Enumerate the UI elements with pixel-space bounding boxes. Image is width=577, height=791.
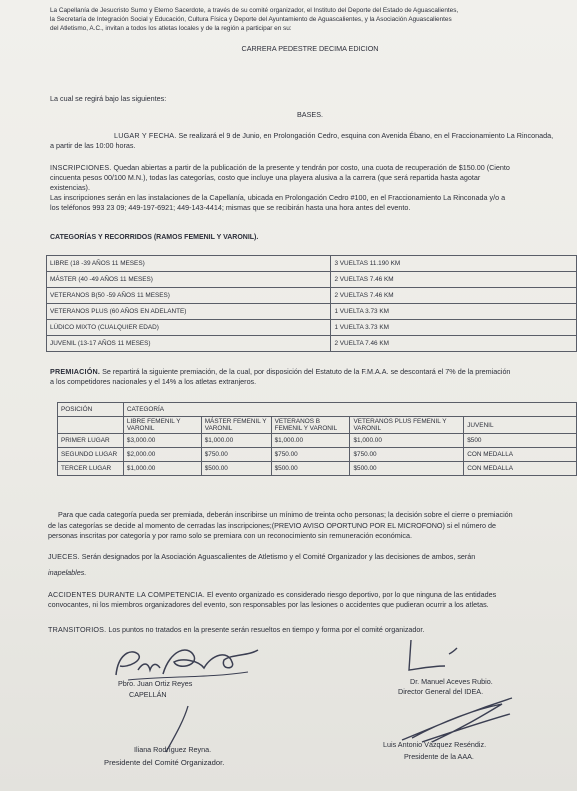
signature-director-idea bbox=[405, 636, 465, 676]
row-position: SEGUNDO LUGAR bbox=[58, 448, 124, 462]
transitorios-text: Los puntos no tratados en la presente serán resueltos en tiempo y forma por el comité organizador. bbox=[106, 625, 425, 634]
para-cada-line-3: personas inscritas por categoría y por ramo solo se premiara con un reconocimiento sin remuneración económica. bbox=[48, 531, 412, 540]
table-row bbox=[47, 288, 577, 304]
accidentes-label: ACCIDENTES DURANTE LA COMPETENCIA. bbox=[48, 590, 205, 599]
accidentes-line-2: convocantes, ni los miembros organizadores del evento, son responsables por las lesiones o accidentes que pudieran ocurrir a los atletas. bbox=[48, 600, 489, 609]
prize-cell: CON MEDALLA bbox=[464, 448, 577, 462]
lugar-paragraph bbox=[114, 131, 553, 140]
transitorios-label: TRANSITORIOS. bbox=[48, 625, 107, 634]
signature-3-name: Iliana Rodríguez Reyna. bbox=[134, 745, 212, 754]
jueces-line-2: inapelables. bbox=[48, 568, 87, 577]
table-row bbox=[58, 462, 577, 476]
prize-cell: $1,000.00 bbox=[350, 434, 464, 448]
premiacion-line-1: Se repartirá la siguiente premiación, de la cual, por disposición del Estatuto de la F.M.A.A. se descontará el 7% de la premiación bbox=[100, 367, 511, 376]
jueces-label: JUECES. bbox=[48, 552, 80, 561]
column-header: LIBRE FEMENIL Y VARONIL bbox=[123, 417, 201, 434]
inscripciones-paragraph bbox=[50, 163, 510, 172]
column-header: MÁSTER FEMENIL Y VARONIL bbox=[201, 417, 271, 434]
prize-cell: $1,000.00 bbox=[201, 434, 271, 448]
empty-cell bbox=[58, 417, 124, 434]
table-row bbox=[47, 256, 577, 272]
jueces-line-1: Serán designados por la Asociación Aguascalientes de Atletismo y el Comité Organizador y las decisiones de ambos, serán bbox=[79, 552, 476, 561]
categories-title: CATEGORÍAS Y RECORRIDOS (RAMOS FEMENIL Y VARONIL). bbox=[50, 234, 259, 241]
table-row bbox=[58, 417, 577, 434]
table-row bbox=[47, 272, 577, 288]
transitorios-paragraph bbox=[48, 625, 424, 634]
para-cada-line-2: de las categorías se decide al momento de cerradas las inscripciones;(PREVIO AVISO OPORTUNO POR EL MICROFONO) si el número de bbox=[48, 521, 497, 530]
route-category: MÁSTER (40 -49 AÑOS 11 MESES) bbox=[47, 272, 331, 288]
routes-table bbox=[46, 255, 577, 352]
signature-3-title: Presidente del Comité Organizador. bbox=[104, 758, 225, 767]
table-row bbox=[47, 304, 577, 320]
inscripciones-line-3: existencias). bbox=[50, 183, 90, 192]
prize-cell: $500.00 bbox=[350, 462, 464, 476]
inscripciones-line-5: los teléfonos 993 23 09; 449-197-6921; 449-143-4414; mismas que se recibirán hasta una hora antes del evento. bbox=[50, 203, 411, 212]
prize-cell: $2,000.00 bbox=[123, 448, 201, 462]
inscripciones-line-4: Las inscripciones serán en las instalaciones de la Capellanía, ubicada en Prolongación Cedro #100, en el Fraccionamiento La Rinconada y/o a bbox=[50, 193, 506, 202]
signature-2-name: Dr. Manuel Aceves Rubio. bbox=[410, 677, 493, 686]
row-position: TERCER LUGAR bbox=[58, 462, 124, 476]
inscripciones-line-1: Quedan abiertas a partir de la publicación de la presente y tendrán por costo, una cuota de recuperación de $150.00 (Ciento bbox=[111, 163, 510, 172]
rules-intro: La cual se regirá bajo las siguientes: bbox=[50, 94, 167, 103]
bases-title: BASES. bbox=[297, 110, 323, 119]
intro-line-1: La Capellanía de Jesucristo Sumo y Eterno Sacerdote, a través de su comité organizador, el Instituto del Deporte del Estado de Aguascalientes, bbox=[50, 7, 459, 14]
para-cada-line-1: Para que cada categoría pueda ser premiada, deberán inscribirse un mínimo de treinta ocho personas; la decisión sobre el cierre o premiación bbox=[58, 510, 513, 519]
premiacion-label: PREMIACIÓN. bbox=[50, 367, 101, 376]
column-header: VETERANOS B FEMENIL Y VARONIL bbox=[271, 417, 350, 434]
table-row bbox=[58, 434, 577, 448]
lugar-text: Se realizará el 9 de Junio, en Prolongación Cedro, esquina con Avenida Ébano, en el Fraccionamiento La Rinconada, bbox=[176, 131, 554, 140]
signature-1-title: CAPELLÁN bbox=[129, 690, 167, 699]
prize-cell: $3,000.00 bbox=[123, 434, 201, 448]
signature-2-title: Director General del IDEA. bbox=[398, 687, 484, 696]
route-distance: 2 VUELTAS 7.46 KM bbox=[331, 288, 577, 304]
route-distance: 2 VUELTA 7.46 KM bbox=[331, 336, 577, 352]
prize-cell: $750.00 bbox=[271, 448, 350, 462]
category-header: CATEGORÍA bbox=[123, 403, 576, 417]
prize-cell: $1,000.00 bbox=[271, 434, 350, 448]
inscripciones-line-2: cincuenta pesos 00/100 M.N.), todas las categorías, costo que incluye una playera alusiva a la carrera (que será repartida hasta agotar bbox=[50, 173, 481, 182]
route-distance: 1 VUELTA 3.73 KM bbox=[331, 320, 577, 336]
prize-cell: $1,000.00 bbox=[123, 462, 201, 476]
table-row bbox=[58, 403, 577, 417]
route-category: JUVENIL (13-17 AÑOS 11 MESES) bbox=[47, 336, 331, 352]
premiacion-line-2: a los competidores nacionales y el 14% a los atletas extranjeros. bbox=[50, 377, 257, 386]
signature-4-title: Presidente de la AAA. bbox=[404, 752, 474, 761]
route-category: LÚDICO MIXTO (CUALQUIER EDAD) bbox=[47, 320, 331, 336]
table-row bbox=[47, 336, 577, 352]
route-distance: 1 VUELTA 3.73 KM bbox=[331, 304, 577, 320]
intro-line-3: del Atletismo, A.C., invitan a todos los atletas locales y de la región a participar en su: bbox=[50, 25, 292, 32]
position-header: POSICIÓN bbox=[58, 403, 124, 417]
column-header: JUVENIL bbox=[464, 417, 577, 434]
prize-cell: $500.00 bbox=[201, 462, 271, 476]
route-category: LIBRE (18 -39 AÑOS 11 MESES) bbox=[47, 256, 331, 272]
prize-cell: $750.00 bbox=[201, 448, 271, 462]
prize-cell: $750.00 bbox=[350, 448, 464, 462]
inscripciones-label: INSCRIPCIONES. bbox=[50, 163, 112, 172]
table-row bbox=[47, 320, 577, 336]
signature-4-name: Luis Antonio Vázquez Reséndiz. bbox=[383, 740, 487, 749]
route-distance: 2 VUELTAS 7.46 KM bbox=[331, 272, 577, 288]
table-row bbox=[58, 448, 577, 462]
route-category: VETERANOS PLUS (60 AÑOS EN ADELANTE) bbox=[47, 304, 331, 320]
prize-cell: $500.00 bbox=[271, 462, 350, 476]
premiacion-paragraph bbox=[50, 367, 510, 376]
prize-cell: CON MEDALLA bbox=[464, 462, 577, 476]
row-position: PRIMER LUGAR bbox=[58, 434, 124, 448]
jueces-paragraph bbox=[48, 552, 475, 561]
prize-cell: $500 bbox=[464, 434, 577, 448]
event-title: CARRERA PEDESTRE DECIMA EDICION bbox=[241, 44, 379, 53]
lugar-line-2: a partir de las 10:00 horas. bbox=[50, 141, 136, 150]
intro-line-2: la Secretaría de Integración Social y Educación, Cultura Física y Deporte del Ayuntamiento de Aguascalientes, y la Asociación Aguascalientes bbox=[50, 16, 452, 23]
route-distance: 3 VUELTAS 11.190 KM bbox=[331, 256, 577, 272]
accidentes-paragraph bbox=[48, 590, 496, 599]
column-header: VETERANOS PLUS FEMENIL Y VARONIL bbox=[350, 417, 464, 434]
accidentes-line-1: El evento organizado es considerado riesgo deportivo, por lo que ninguna de las entidades bbox=[204, 590, 497, 599]
prize-table bbox=[57, 402, 577, 476]
signature-aaa bbox=[382, 692, 522, 747]
signature-1-name: Pbro. Juan Ortiz Reyes bbox=[118, 679, 193, 688]
lugar-label: LUGAR Y FECHA. bbox=[114, 131, 177, 140]
route-category: VETERANOS B(50 -59 AÑOS 11 MESES) bbox=[47, 288, 331, 304]
